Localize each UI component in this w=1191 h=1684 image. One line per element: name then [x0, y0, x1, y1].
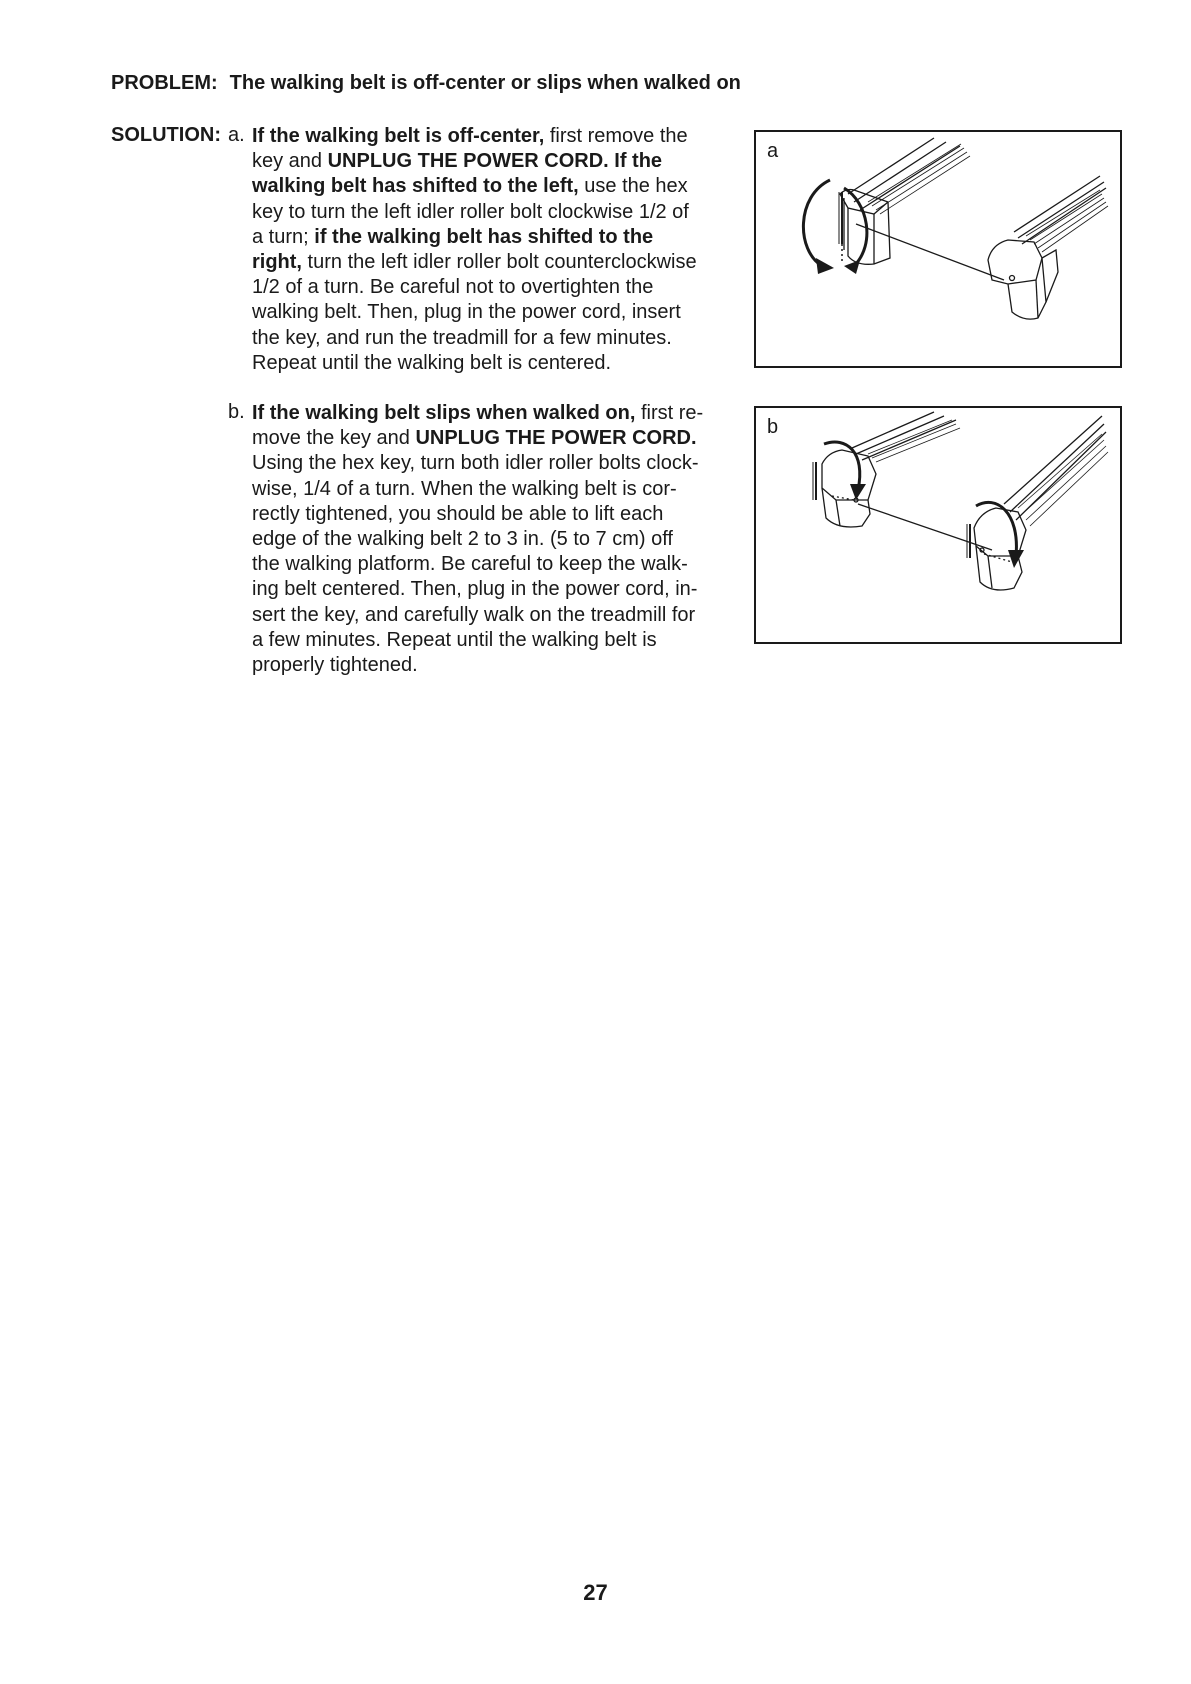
step-b-line	[252, 577, 712, 602]
step-a-line	[252, 149, 712, 174]
figure-a	[754, 130, 1122, 368]
text-run: use the hex	[578, 175, 688, 198]
text-run: key to turn the left idler roller bolt clockwise 1/2 of	[252, 200, 689, 223]
text-run: wise, 1/4 of a turn. When the walking belt is cor-	[252, 477, 677, 500]
text-run: move the key and	[252, 427, 416, 450]
step-b-line	[252, 426, 712, 451]
step-a-line	[252, 225, 712, 250]
text-run: the walking platform. Be careful to keep the walk-	[252, 553, 688, 576]
step-b-line	[252, 502, 712, 527]
page-number: 27	[583, 1580, 608, 1605]
bold-text: if the walking belt has shifted to the	[314, 225, 654, 248]
problem-label: PROBLEM:	[111, 72, 218, 94]
step-a-line	[252, 200, 712, 225]
bold-text: UNPLUG THE POWER CORD. If the	[327, 150, 663, 173]
step-b-line	[252, 653, 712, 678]
bold-text: If the walking belt slips when walked on,	[252, 402, 636, 424]
problem-heading	[111, 72, 741, 95]
solution-label: SOLUTION:	[111, 124, 221, 146]
text-run: rectly tightened, you should be able to lift each	[252, 502, 664, 525]
step-b-text	[252, 401, 712, 678]
bold-text: walking belt has shifted to the left,	[252, 175, 579, 198]
step-a-line	[252, 326, 712, 351]
step-b-line	[252, 552, 712, 577]
step-a-line	[252, 275, 712, 300]
step-b-line	[252, 451, 712, 476]
step-b-line	[252, 603, 712, 628]
step-b-marker: b.	[228, 401, 245, 423]
step-a-line	[252, 124, 712, 149]
step-b-line	[252, 401, 712, 426]
treadmill-adjust-left-icon	[756, 132, 1120, 366]
text-run: Repeat until the walking belt is centered.	[252, 351, 612, 374]
figure-a-label: a	[767, 140, 779, 162]
figure-b-label: b	[767, 416, 779, 438]
text-run: first remove the	[544, 125, 688, 147]
text-run: a turn;	[252, 225, 315, 248]
step-a-line	[252, 250, 712, 275]
bold-text: right,	[252, 251, 302, 274]
text-run: the key, and run the treadmill for a few minutes.	[252, 326, 672, 349]
text-run: a few minutes. Repeat until the walking belt is	[252, 628, 657, 651]
bold-text: If the walking belt is off-center,	[252, 125, 545, 147]
text-run: turn the left idler roller bolt counterclockwise	[302, 251, 697, 274]
step-a-line	[252, 174, 712, 199]
text-run: walking belt. Then, plug in the power cord, insert	[252, 301, 681, 324]
text-run: sert the key, and carefully walk on the treadmill for	[252, 603, 696, 626]
text-run: key and	[252, 150, 328, 173]
step-a-line	[252, 351, 712, 376]
step-b-line	[252, 628, 712, 653]
text-run: Using the hex key, turn both idler roller bolts clock-	[252, 452, 699, 475]
step-a-marker: a.	[228, 124, 245, 146]
figure-b	[754, 406, 1122, 644]
bold-text: UNPLUG THE POWER CORD.	[415, 427, 697, 450]
text-run: first re-	[635, 402, 704, 424]
treadmill-tighten-both-icon	[756, 408, 1120, 642]
text-run: edge of the walking belt 2 to 3 in. (5 to 7 cm) off	[252, 528, 673, 551]
step-b-line	[252, 527, 712, 552]
step-a-line	[252, 300, 712, 325]
problem-text: The walking belt is off-center or slips when walked on	[229, 72, 741, 94]
text-run: properly tightened.	[252, 654, 418, 677]
text-run: ing belt centered. Then, plug in the power cord, in-	[252, 578, 698, 601]
step-a-text	[252, 124, 712, 376]
step-b-line	[252, 477, 712, 502]
text-run: 1/2 of a turn. Be careful not to overtighten the	[252, 276, 654, 299]
